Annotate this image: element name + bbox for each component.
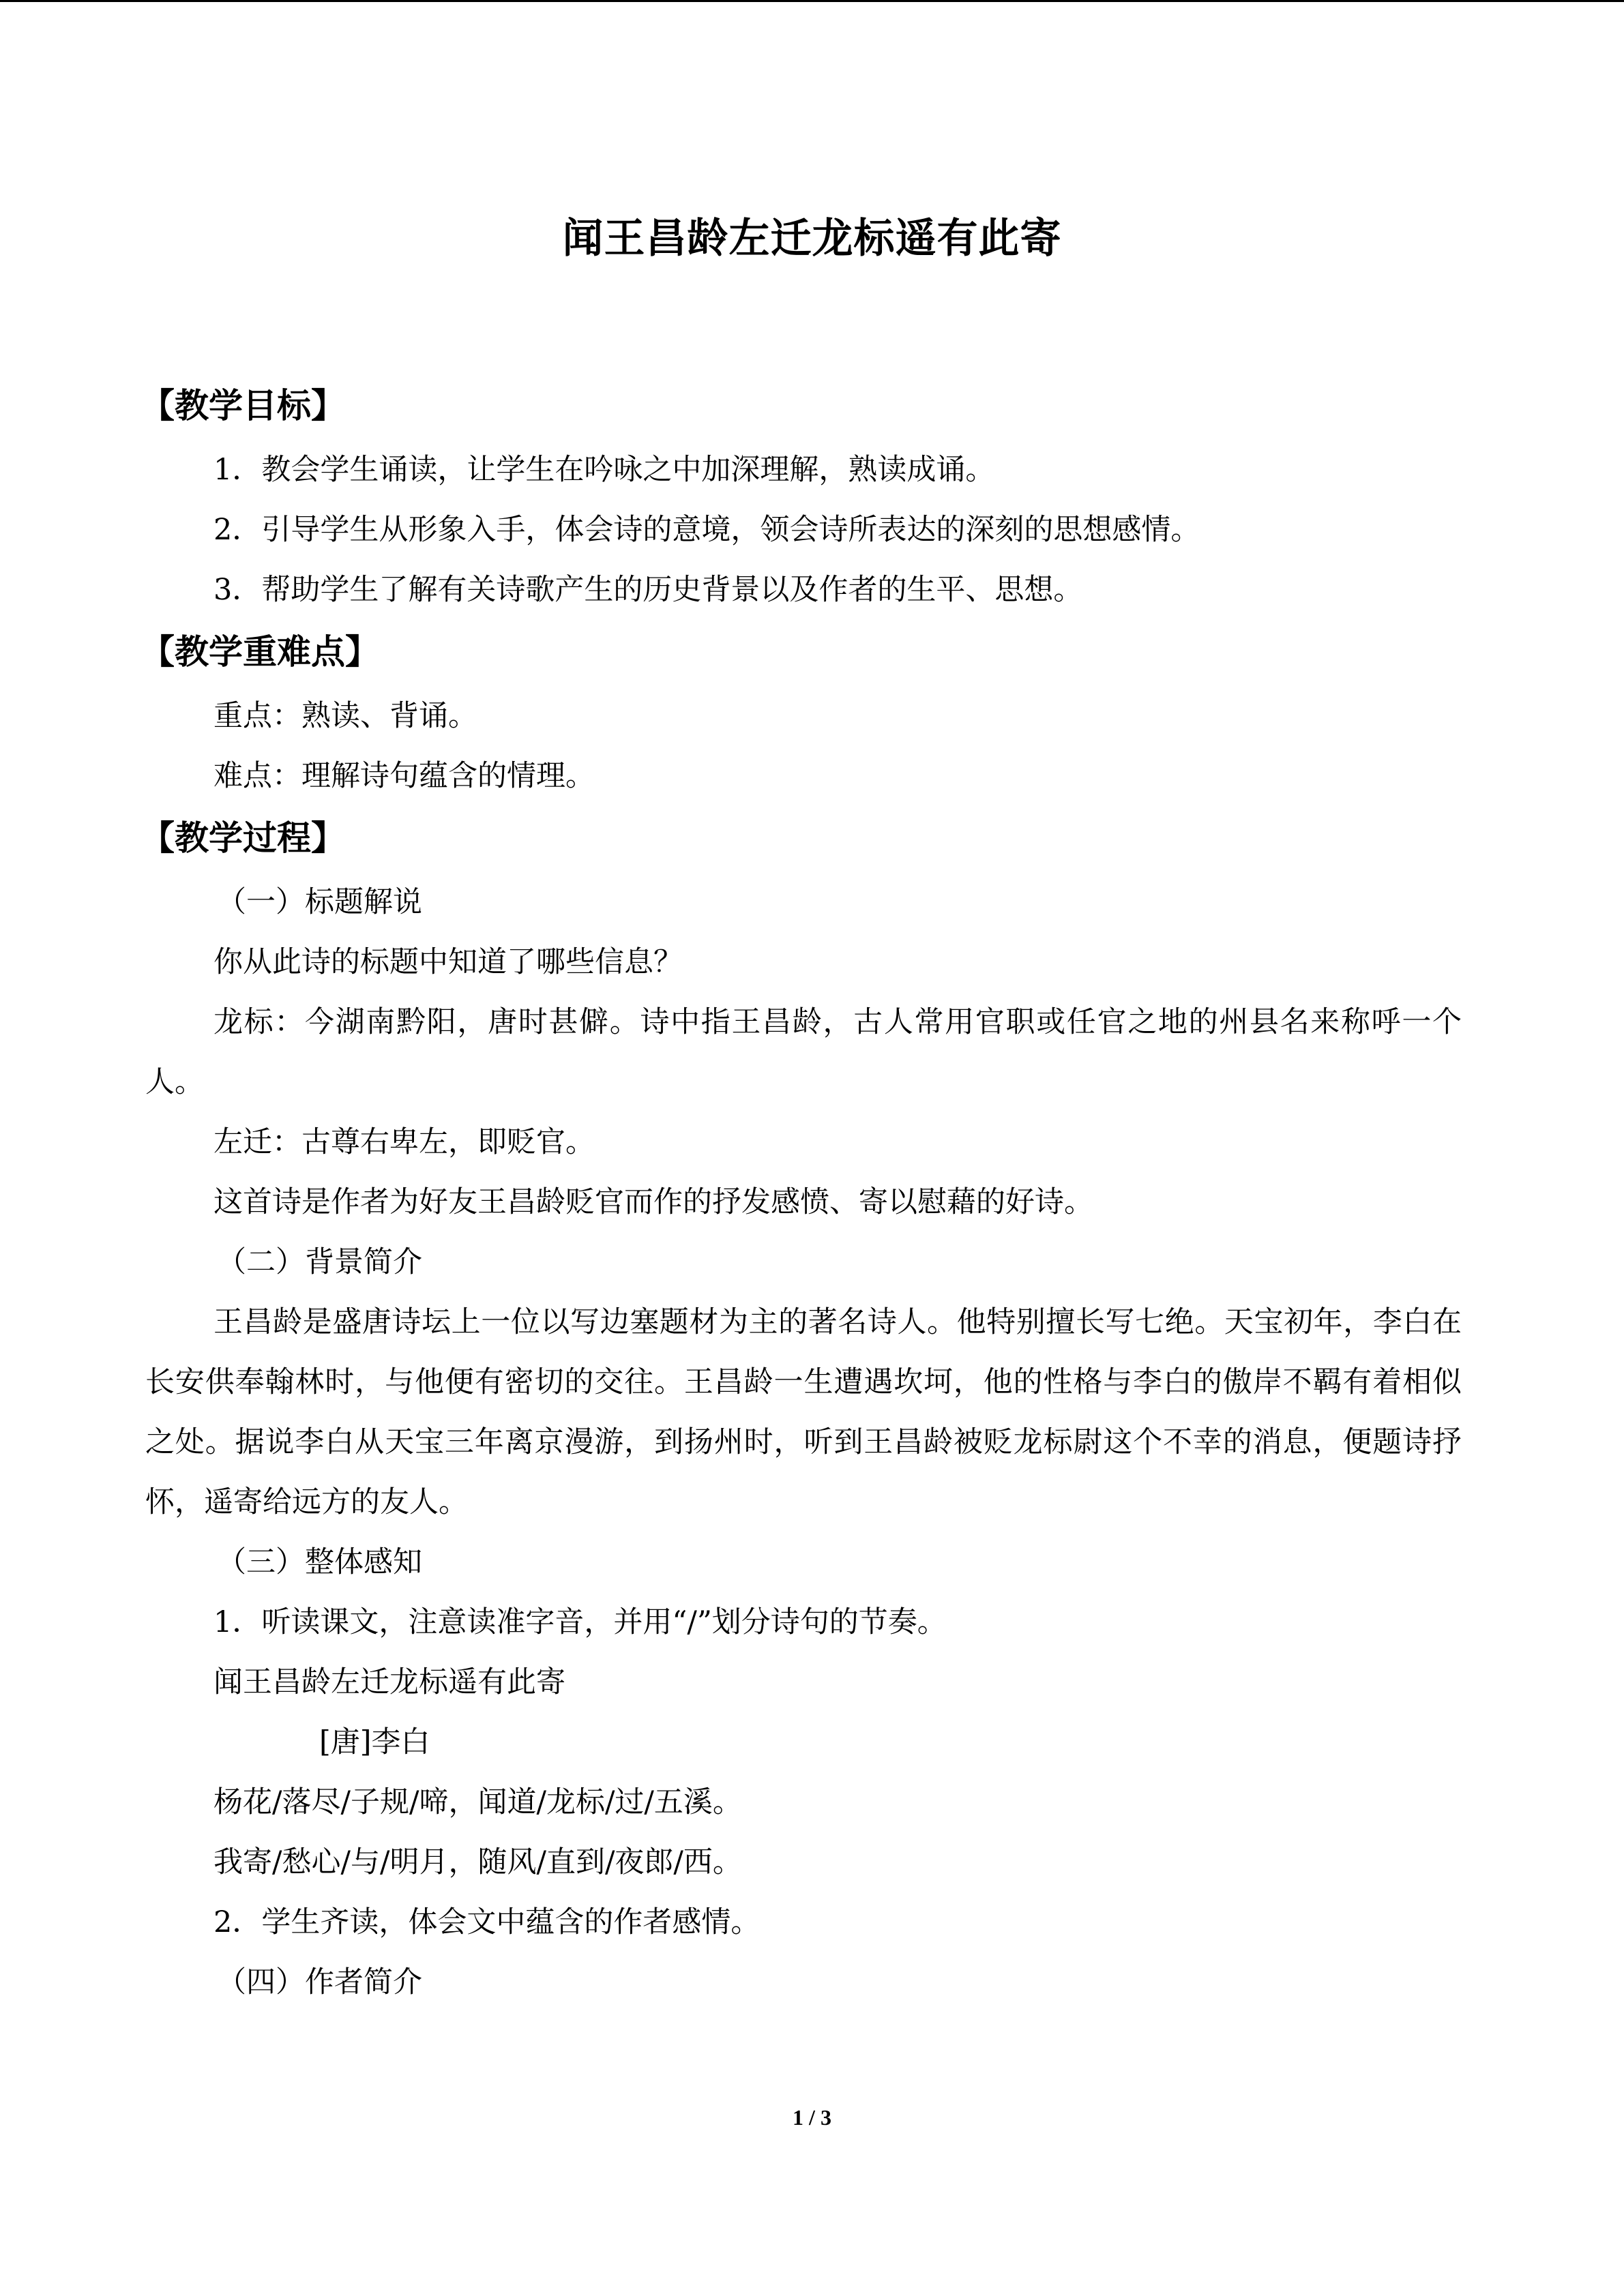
subsection-title-author: （四）作者简介: [217, 1965, 422, 1999]
subsection-title-overall: （三）整体感知: [217, 1545, 422, 1579]
difficult-point: 难点：理解诗句蕴含的情理。: [213, 759, 595, 793]
poem-line-2: 我寄/愁心/与/明月，随风/直到/夜郎/西。: [213, 1845, 742, 1879]
section-heading-key-points: 【教学重难点】: [141, 632, 379, 672]
document-body: [141, 374, 1462, 2012]
top-border-line: [0, 0, 1624, 2]
paragraph-listen-task: 1．听读课文，注意读准字音，并用“/”划分诗句的节奏。: [213, 1605, 947, 1639]
poem-author: [唐]李白: [319, 1725, 430, 1759]
paragraph-longbiao: 龙标：今湖南黔阳，唐时甚僻。诗中指王昌龄，古人常用官职或任官之地的州县名来称呼一个人。: [145, 1005, 1462, 1099]
goal-item-1: 1．教会学生诵读，让学生在吟咏之中加深理解，熟读成诵。: [213, 453, 995, 487]
goal-item-3: 3．帮助学生了解有关诗歌产生的历史背景以及作者的生平、思想。: [213, 573, 1083, 607]
subsection-title-background: （二）背景简介: [217, 1245, 422, 1279]
paragraph-background: 王昌龄是盛唐诗坛上一位以写边塞题材为主的著名诗人。他特别擅长写七绝。天宝初年，李白在长安供奉翰林时，与他便有密切的交往。王昌龄一生遭遇坎坷，他的性格与李白的傲岸不羁有着相似之处。据说李白从天宝三年离京漫游，到扬州时，听到王昌龄被贬龙标尉这个不幸的消息，便题诗抒怀，遥寄给远方的友人。: [145, 1305, 1462, 1519]
page-number: 1 / 3: [793, 2105, 831, 2130]
poem-title: 闻王昌龄左迁龙标遥有此寄: [213, 1665, 565, 1699]
document-title: 闻王昌龄左迁龙标遥有此寄: [562, 215, 1062, 263]
paragraph-read-task: 2．学生齐读，体会文中蕴含的作者感情。: [213, 1905, 761, 1939]
goal-item-2: 2．引导学生从形象入手，体会诗的意境，领会诗所表达的深刻的思想感情。: [213, 513, 1200, 547]
poem-line-1: 杨花/落尽/子规/啼，闻道/龙标/过/五溪。: [213, 1785, 742, 1819]
paragraph-zuoqian: 左迁：古尊右卑左，即贬官。: [213, 1125, 595, 1159]
subsection-title-explanation: （一）标题解说: [217, 885, 422, 919]
paragraph-poem-purpose: 这首诗是作者为好友王昌龄贬官而作的抒发感愤、寄以慰藉的好诗。: [213, 1185, 1093, 1219]
section-heading-teaching-goals: 【教学目标】: [141, 386, 345, 426]
section-heading-teaching-process: 【教学过程】: [141, 818, 345, 858]
key-point: 重点：熟读、背诵。: [213, 699, 477, 733]
paragraph-question: 你从此诗的标题中知道了哪些信息？: [213, 945, 683, 979]
